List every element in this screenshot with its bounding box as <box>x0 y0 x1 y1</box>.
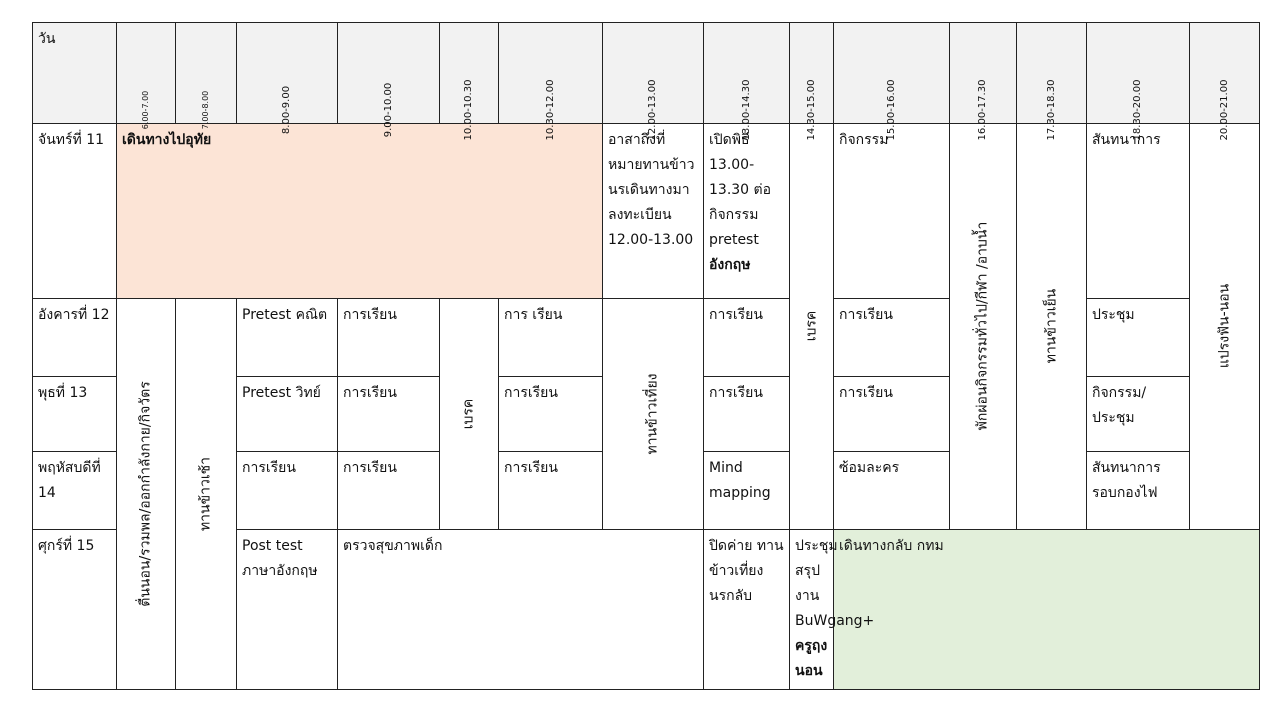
break-afternoon: เบรค <box>790 123 834 529</box>
wed-pretest: Pretest วิทย์ <box>237 376 338 452</box>
wed-activity: กิจกรรม/ประชุม <box>1087 376 1190 452</box>
wed-study-9: การเรียน <box>338 376 440 452</box>
day-wednesday: พุธที่ 13 <box>33 376 117 452</box>
day-friday: ศุกร์ที่ 15 <box>33 529 117 689</box>
opening-cell: เปิดพิธี 13.00-13.30 ต่อกิจกรรม pretest อังกฤษ <box>704 123 790 298</box>
tue-study-13: การเรียน <box>704 299 790 377</box>
header-time: 15.00-16.00 <box>834 23 950 124</box>
lunch-cell: ทานข้าวเที่ยง <box>603 299 704 530</box>
day-monday: จันทร์ที่ 11 <box>33 123 117 298</box>
row-monday <box>33 123 1260 298</box>
thu-study-9: การเรียน <box>338 452 440 530</box>
day-thursday: พฤหัสบดีที่ 14 <box>33 452 117 530</box>
english-label: อังกฤษ <box>709 256 751 273</box>
header-day: วัน <box>33 23 117 124</box>
header-time: 10.00-10.30 <box>440 23 499 124</box>
fri-posttest: Post test ภาษาอังกฤษ <box>237 529 338 689</box>
thu-mind-mapping: Mind mapping <box>704 452 790 530</box>
break-morning: เบรค <box>440 299 499 530</box>
header-time: 9.00-10.00 <box>338 23 440 124</box>
wed-study-15: การเรียน <box>834 376 950 452</box>
fri-summary: ประชุมสรุปงาน BuWgang+ ครูฤงนอน <box>790 529 834 689</box>
header-time: 6.00-7.00 <box>117 23 176 124</box>
teacher-label: ครูฤงนอน <box>795 637 828 679</box>
header-time: 17.30-18.30 <box>1017 23 1087 124</box>
tue-study-15: การเรียน <box>834 299 950 377</box>
wake-cell: ตื่นนอน/รวมพล/ออกกำลังกาย/กิจวัตร <box>117 299 176 690</box>
header-time: 12.00-13.00 <box>603 23 704 124</box>
activity-cell: กิจกรรม <box>834 123 950 298</box>
fri-health-check: ตรวจสุขภาพเด็ก <box>338 529 704 689</box>
dinner-cell: ทานข้าวเย็น <box>1017 123 1087 529</box>
header-time: 10.30-12.00 <box>499 23 603 124</box>
breakfast-cell: ทานข้าวเช้า <box>176 299 237 690</box>
arrival-cell: อาสาถึงที่หมายทานข้าว นรเดินทางมาลงทะเบียน 12.00-13.00 <box>603 123 704 298</box>
day-tuesday: อังคารที่ 12 <box>33 299 117 377</box>
tue-study-9: การเรียน <box>338 299 440 377</box>
schedule-table <box>32 22 1260 690</box>
tue-pretest: Pretest คณิต <box>237 299 338 377</box>
header-time: 20.00-21.00 <box>1190 23 1260 124</box>
return-bangkok: เดินทางกลับ กทม <box>834 529 1260 689</box>
wed-study-1030: การเรียน <box>499 376 603 452</box>
tue-meeting: ประชุม <box>1087 299 1190 377</box>
tue-study-1030: การ เรียน <box>499 299 603 377</box>
thu-drama: ซ้อมละคร <box>834 452 950 530</box>
header-time: 13.00-14.30 <box>704 23 790 124</box>
travel-to-uthai: เดินทางไปอุทัย <box>117 123 603 298</box>
wed-study-13: การเรียน <box>704 376 790 452</box>
thu-study-8: การเรียน <box>237 452 338 530</box>
header-time: 16.00-17.30 <box>950 23 1017 124</box>
header-time: 18.30-20.00 <box>1087 23 1190 124</box>
fri-close-camp: ปิดค่าย ทานข้าวเที่ยง นรกลับ <box>704 529 790 689</box>
thu-study-1030: การเรียน <box>499 452 603 530</box>
thu-campfire: สันทนาการรอบกองไฟ <box>1087 452 1190 530</box>
header-time: 7.00-8.00 <box>176 23 237 124</box>
rest-cell: พักผ่อนกิจกรรมทั่วไป/กีฬา /อาบน้ำ <box>950 123 1017 529</box>
header-row <box>33 23 1260 124</box>
header-time: 8.00-9.00 <box>237 23 338 124</box>
header-time: 14.30-15.00 <box>790 23 834 124</box>
recreation-cell: สันทนาการ <box>1087 123 1190 298</box>
sleep-cell: แปรงฟัน-นอน <box>1190 123 1260 529</box>
